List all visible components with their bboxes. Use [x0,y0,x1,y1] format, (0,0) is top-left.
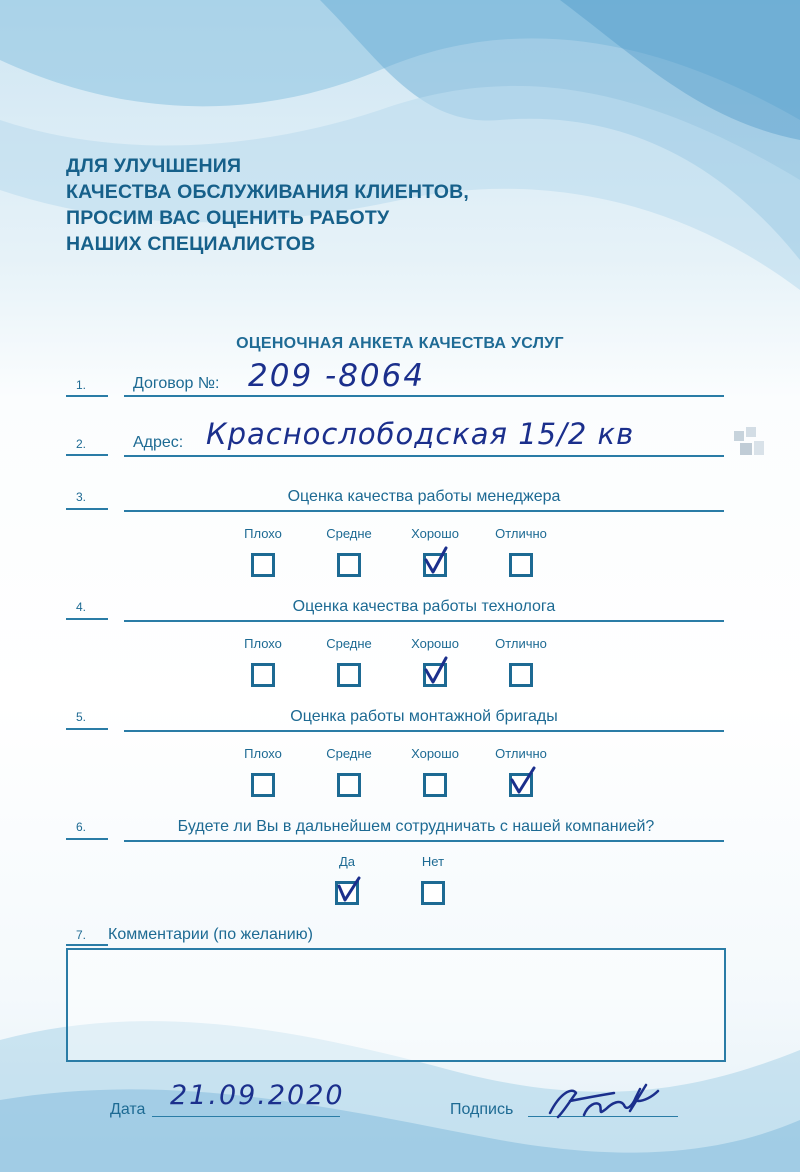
header-line: НАШИХ СПЕЦИАЛИСТОВ [66,233,316,255]
contract-value[interactable]: 209 -8064 [248,358,426,394]
date-rule [152,1116,340,1117]
comments-label: Комментарии (по желанию) [108,926,313,943]
contract-label: Договор №: [133,375,220,392]
number-rule [66,395,108,397]
date-value[interactable]: 21.09.2020 [170,1080,345,1111]
checkbox-installation-poor[interactable] [251,773,275,797]
checkbox-no[interactable] [421,881,445,905]
question-rule [124,620,724,622]
contract-rule [124,395,724,397]
checkbox-manager-good[interactable] [423,553,447,577]
header-line: ПРОСИМ ВАС ОЦЕНИТЬ РАБОТУ [66,207,390,229]
header-line: КАЧЕСТВА ОБСЛУЖИВАНИЯ КЛИЕНТОВ, [66,181,470,203]
checkmark-icon [422,656,452,686]
comments-field[interactable] [66,948,726,1062]
option-label-average: Средне [326,526,372,541]
checkbox-technologist-average[interactable] [337,663,361,687]
item-number: 5. [76,710,87,724]
option-label-excellent: Отлично [495,526,547,541]
option-label-yes: Да [338,854,356,869]
number-rule [66,508,108,510]
option-label-good: Хорошо [411,746,459,761]
date-label: Дата [110,1101,146,1118]
item-number: 1. [76,378,87,392]
header-heading [66,153,469,257]
number-rule [66,728,108,730]
option-label-good: Хорошо [411,636,459,651]
option-label-poor: Плохо [244,636,282,651]
signature-image [540,1083,670,1123]
checkbox-technologist-good[interactable] [423,663,447,687]
option-label-poor: Плохо [244,746,282,761]
checkbox-manager-poor[interactable] [251,553,275,577]
number-rule [66,618,108,620]
option-label-poor: Плохо [244,526,282,541]
question-technologist: Оценка качества работы технолога [292,598,556,615]
option-label-good: Хорошо [411,526,459,541]
checkbox-manager-average[interactable] [337,553,361,577]
checkbox-technologist-excellent[interactable] [509,663,533,687]
item-number: 2. [76,437,87,451]
checkbox-installation-good[interactable] [423,773,447,797]
option-label-excellent: Отлично [495,746,547,761]
number-rule [66,944,108,946]
question-manager: Оценка качества работы менеджера [287,488,561,505]
address-label: Адрес: [133,434,184,451]
item-number: 3. [76,490,87,504]
question-rule [124,510,724,512]
checkbox-yes[interactable] [335,881,359,905]
question-rule [124,840,724,842]
question-rule [124,730,724,732]
address-rule [124,455,724,457]
number-rule [66,838,108,840]
checkbox-technologist-poor[interactable] [251,663,275,687]
form-title: ОЦЕНОЧНАЯ АНКЕТА КАЧЕСТВА УСЛУГ [236,335,564,352]
checkmark-icon [508,766,538,796]
item-number: 4. [76,600,87,614]
address-value[interactable]: Краснослободская 15/2 кв [206,417,635,451]
option-label-average: Средне [326,746,372,761]
number-rule [66,454,108,456]
question-cooperation: Будете ли Вы в дальнейшем сотрудничать с нашей компанией? [177,818,655,835]
option-label-no: Нет [421,854,445,869]
option-label-excellent: Отлично [495,636,547,651]
ink-blot [732,425,770,465]
checkmark-icon [422,546,452,576]
option-label-average: Средне [326,636,372,651]
checkbox-installation-excellent[interactable] [509,773,533,797]
question-installation-team: Оценка работы монтажной бригады [290,708,558,725]
checkmark-icon [334,874,364,904]
checkbox-installation-average[interactable] [337,773,361,797]
item-number: 6. [76,820,87,834]
header-line: ДЛЯ УЛУЧШЕНИЯ [66,155,242,177]
signature-label: Подпись [450,1101,514,1118]
checkbox-manager-excellent[interactable] [509,553,533,577]
item-number: 7. [76,928,87,942]
